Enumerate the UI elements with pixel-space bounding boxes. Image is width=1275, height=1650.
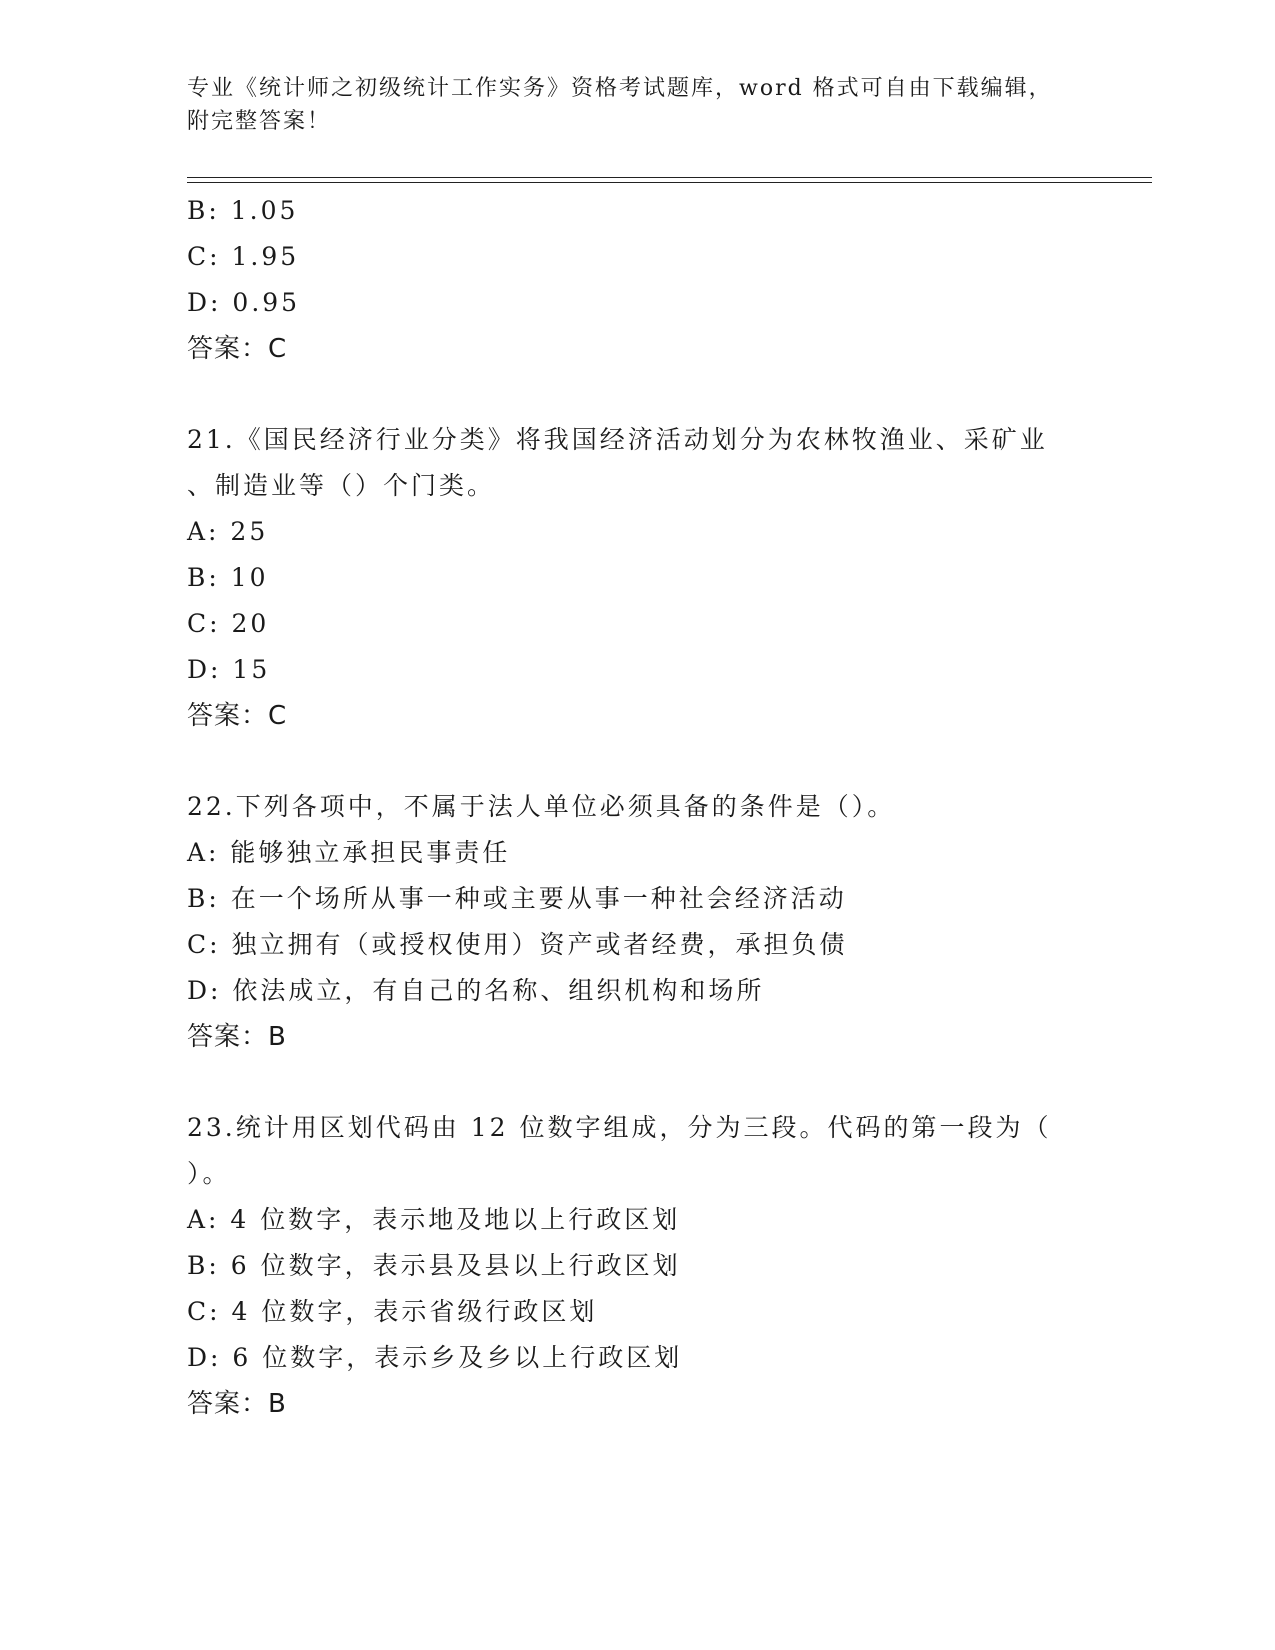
document-header <box>187 72 1087 138</box>
answer-line: 答案：B <box>187 1022 287 1052</box>
question-23 <box>187 1105 1087 1427</box>
question-21 <box>187 417 1087 739</box>
header-rule-bottom <box>187 182 1152 183</box>
option-b: B: 1.05 <box>187 196 299 225</box>
option-a: A: 4 位数字，表示地及地以上行政区划 <box>187 1205 681 1234</box>
question-20-tail <box>187 188 1087 372</box>
header-rule-top <box>187 177 1152 178</box>
answer-line: 答案：B <box>187 1389 287 1419</box>
option-a: A: 能够独立承担民事责任 <box>187 838 511 867</box>
answer-line: 答案：C <box>187 334 288 364</box>
option-c: C: 独立拥有（或授权使用）资产或者经费，承担负债 <box>187 930 848 959</box>
option-d: D: 依法成立，有自己的名称、组织机构和场所 <box>187 976 765 1005</box>
spacer <box>187 739 1087 784</box>
option-c: C: 20 <box>187 609 270 638</box>
option-c: C: 4 位数字，表示省级行政区划 <box>187 1297 598 1326</box>
question-22 <box>187 784 1087 1060</box>
header-line-1: 专业《统计师之初级统计工作实务》资格考试题库，word 格式可自由下载编辑， <box>187 76 1053 101</box>
question-stem: 21.《国民经济行业分类》将我国经济活动划分为农林牧渔业、采矿业 <box>187 425 1048 454</box>
spacer <box>187 1060 1087 1105</box>
option-d: D: 15 <box>187 655 271 684</box>
option-b: B: 10 <box>187 563 269 592</box>
option-c: C: 1.95 <box>187 242 300 271</box>
question-stem-continued: ）。 <box>187 1159 231 1188</box>
header-line-2: 附完整答案！ <box>187 109 332 134</box>
option-d: D: 0.95 <box>187 288 301 317</box>
question-stem-continued: 、制造业等（）个门类。 <box>187 471 496 500</box>
answer-line: 答案：C <box>187 701 288 731</box>
question-stem: 22.下列各项中，不属于法人单位必须具备的条件是（）。 <box>187 792 896 821</box>
option-b: B: 在一个场所从事一种或主要从事一种社会经济活动 <box>187 884 847 913</box>
option-b: B: 6 位数字，表示县及县以上行政区划 <box>187 1251 681 1280</box>
option-d: D: 6 位数字，表示乡及乡以上行政区划 <box>187 1343 683 1372</box>
spacer <box>187 372 1087 417</box>
option-a: A: 25 <box>187 517 269 546</box>
question-list <box>187 188 1087 1427</box>
question-stem: 23.统计用区划代码由 12 位数字组成，分为三段。代码的第一段为（ <box>187 1113 1052 1142</box>
